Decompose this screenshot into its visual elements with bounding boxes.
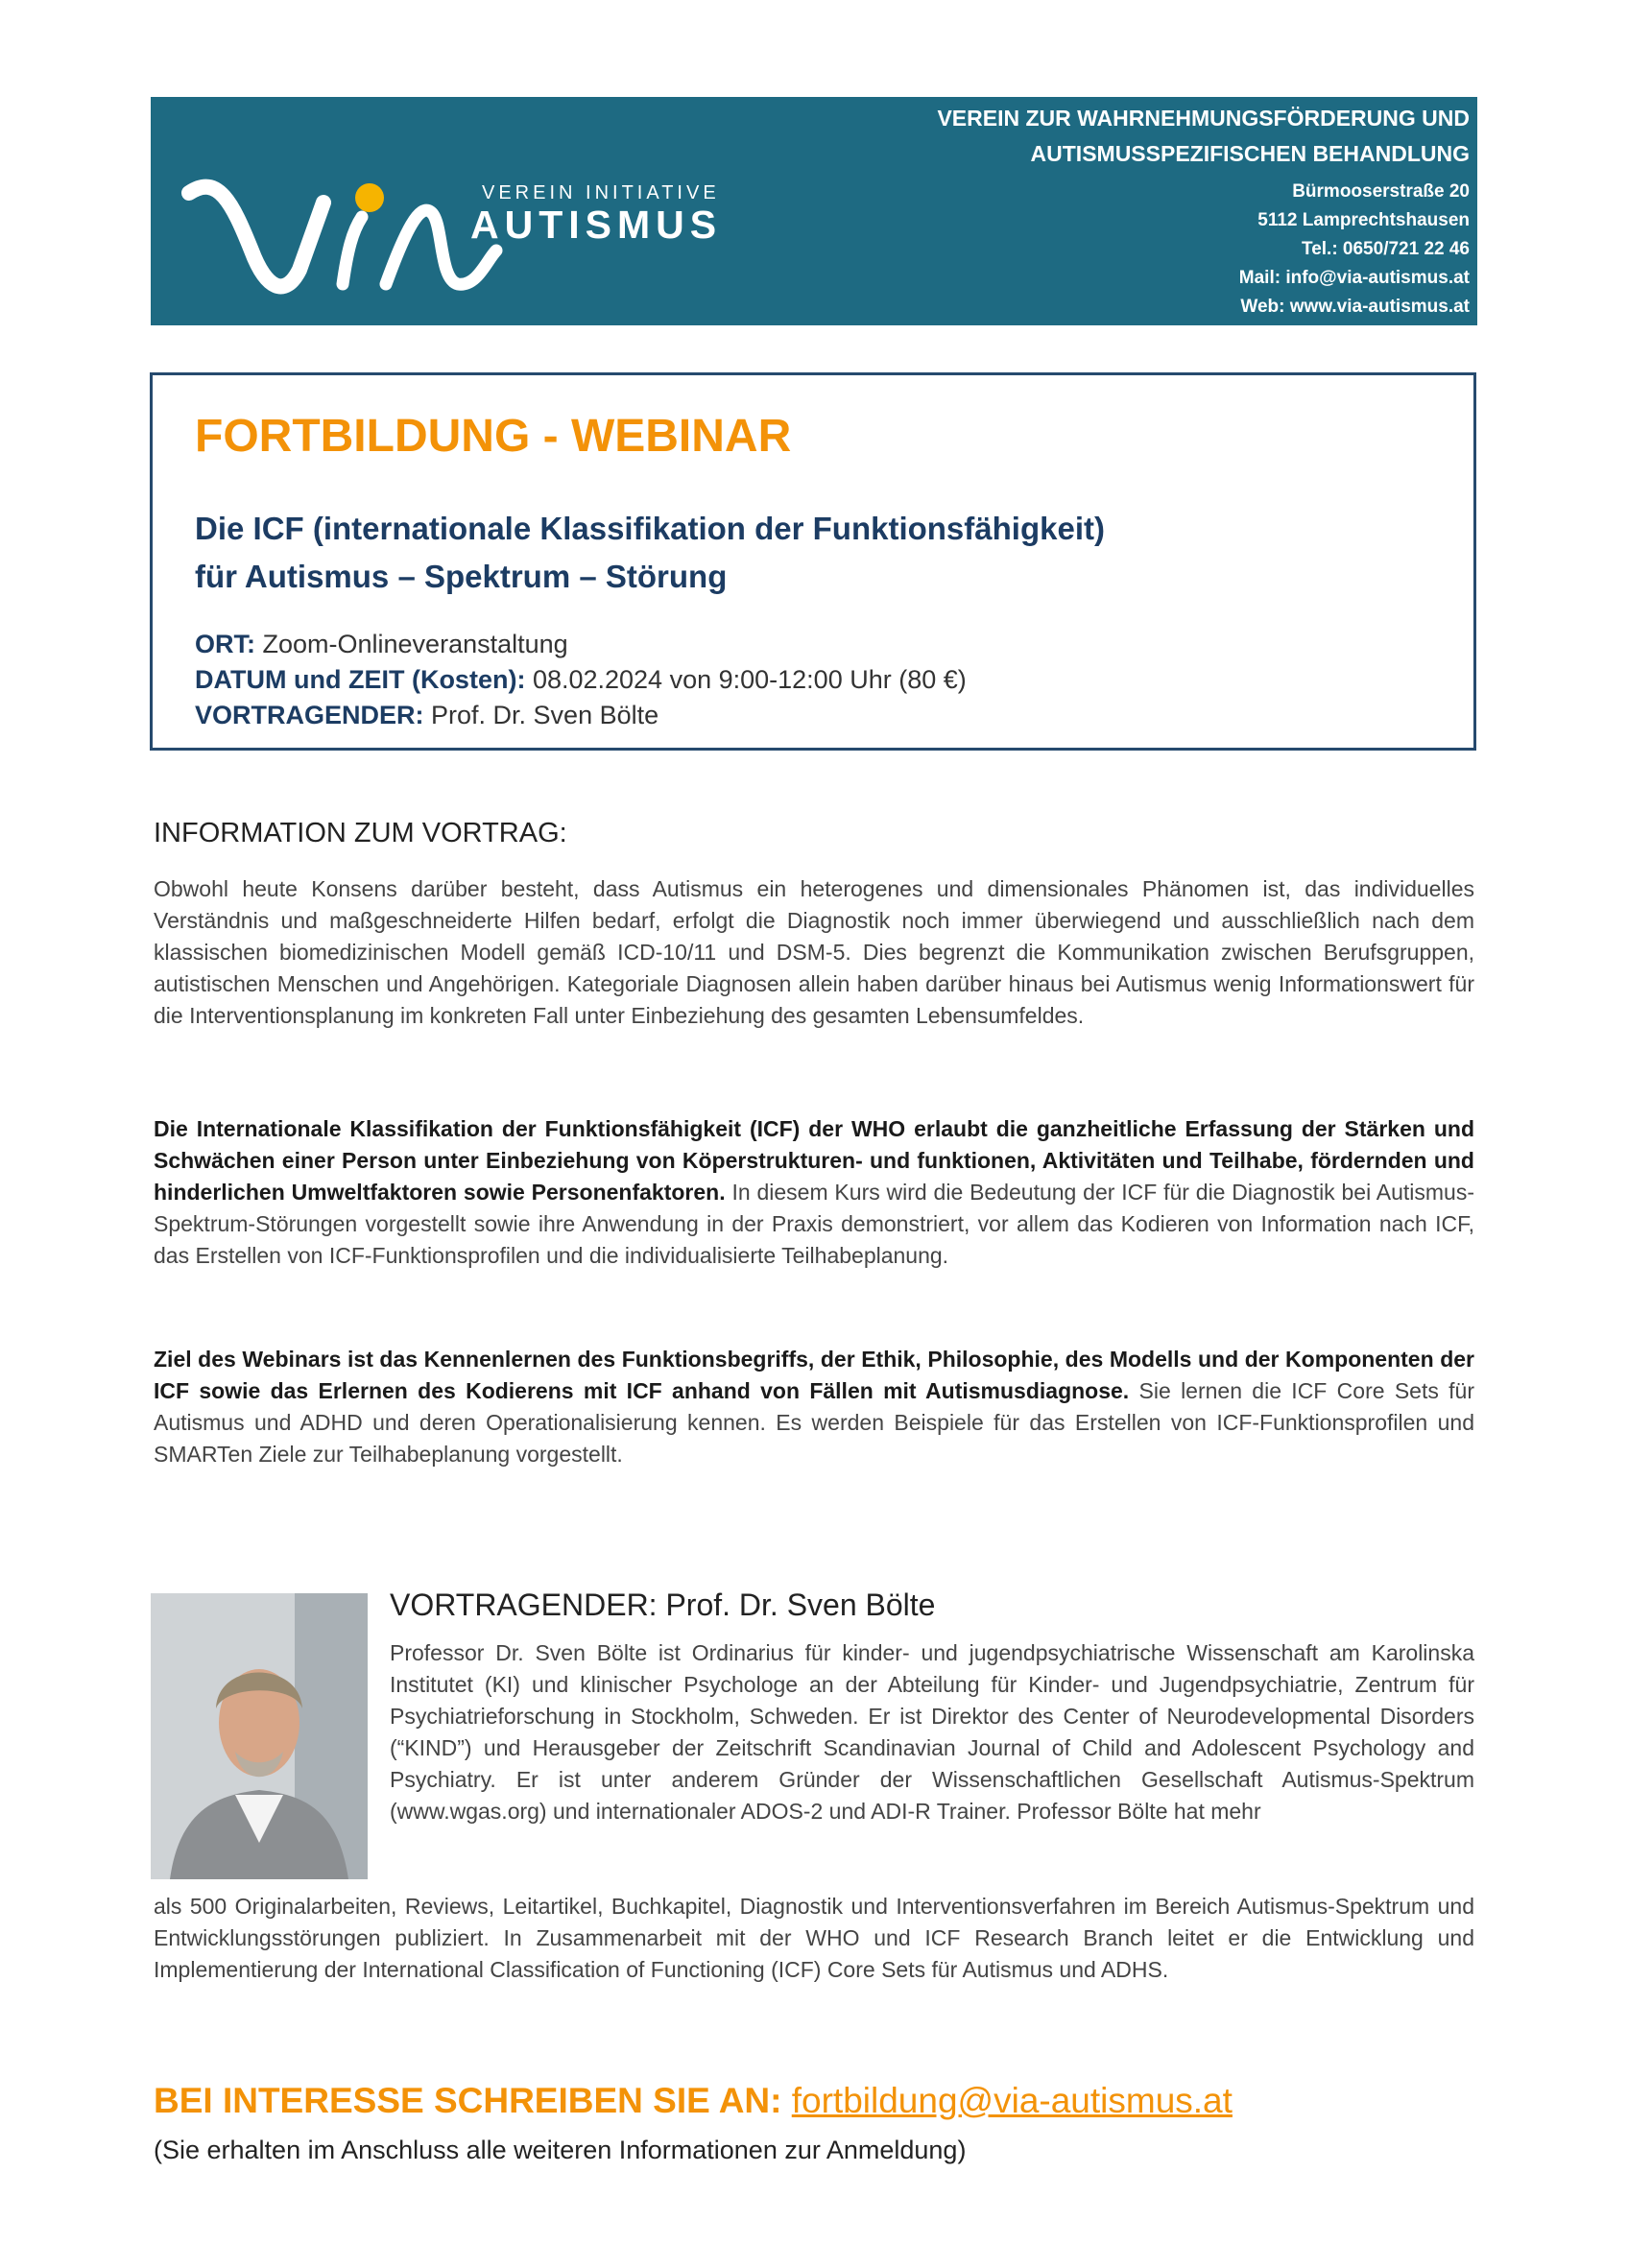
info-p3-bold: Ziel des Webinars ist das Kennenlernen des Funktionsbegriffs, der Ethik, Philosophie, des Modells und der Komponenten der ICF sowie das Erlernen des Kodierens mit ICF anhand von Fällen mit Autismusdiagnose. <box>154 1347 1474 1403</box>
vortragender-label: VORTRAGENDER: <box>195 701 424 729</box>
speaker-photo <box>151 1593 368 1879</box>
event-topic <box>195 505 1105 601</box>
datum-label: DATUM und ZEIT (Kosten): <box>195 665 526 694</box>
info-paragraph-1: Obwohl heute Konsens darüber besteht, dass Autismus ein heterogenes und dimensionales Phänomen ist, das individuelles Verständnis und maßgeschneiderte Hilfen bedarf, erfolgt die Diagnostik noch immer überwiegend und ausschließlich nach dem klassischen biomedizinischen Modell gemäß ICD-10/11 und DSM-5. Dies begrenzt die Kommunikation zwischen Berufsgruppen, autistischen Menschen und Angehörigen. Kategoriale Diagnosen allein haben darüber hinaus bei Autismus wenig Informationswert für die Interventionsplanung im konkreten Fall unter Einbeziehung des gesamten Lebensumfeldes. <box>154 876 1474 1028</box>
cta-label: BEI INTERESSE SCHREIBEN SIE AN: <box>154 2081 792 2120</box>
ort-value: Zoom-Onlineveranstaltung <box>255 630 568 658</box>
speaker-portrait-icon <box>151 1593 368 1879</box>
web[interactable]: Web: www.via-autismus.at <box>1240 297 1470 317</box>
city: 5112 Lamprechtshausen <box>1257 210 1470 230</box>
info-paragraph-3 <box>154 1344 1474 1470</box>
datum-row <box>195 662 967 698</box>
logo-dot-icon <box>355 183 384 212</box>
org-name <box>937 101 1470 172</box>
org-name-line1: VEREIN ZUR WAHRNEHMUNGSFÖRDERUNG UND <box>937 106 1470 131</box>
info-p2-rest: In diesem Kurs wird die Bedeutung der ICF für die Diagnostik bei Autismus-Spektrum-Störungen vorgestellt sowie ihre Anwendung in der Praxis demonstriert, vor allem das Kodieren von Information nach ICF, das Erstellen von ICF-Funktionsprofilen und die individualisierte Teilhabeplanung. <box>154 1180 1474 1268</box>
cta-note: (Sie erhalten im Anschluss alle weiteren Informationen zur Anmeldung) <box>154 2136 967 2164</box>
vortragender-value: Prof. Dr. Sven Bölte <box>423 701 659 729</box>
ort-row <box>195 627 967 662</box>
contact-block <box>1239 178 1470 322</box>
topic-line1: Die ICF (internationale Klassifikation der Funktionsfähigkeit) <box>195 511 1105 546</box>
org-name-line2: AUTISMUSSPEZIFISCHEN BEHANDLUNG <box>1030 141 1470 166</box>
event-box <box>150 372 1476 751</box>
info-p2-bold: Die Internationale Klassifikation der Funktionsfähigkeit (ICF) der WHO erlaubt die ganzheitliche Erfassung der Stärken und Schwächen einer Person unter Einbeziehung von Köperstrukturen- und funktionen, Aktivitäten und Teilhabe, fördernden und hinderlichen Umweltfaktoren sowie Personenfaktoren. <box>154 1116 1474 1205</box>
logo-title: AUTISMUS <box>470 203 723 247</box>
datum-value: 08.02.2024 von 9:00-12:00 Uhr (80 €) <box>525 665 967 694</box>
cta-line <box>154 2081 1233 2121</box>
speaker-bio-part2: als 500 Originalarbeiten, Reviews, Leitartikel, Buchkapitel, Diagnostik und Interventionsverfahren im Bereich Autismus-Spektrum und Entwicklungsstörungen publiziert. In Zusammenarbeit mit der WHO und ICF Research Branch leitet er die Entwicklung und Implementierung der International Classification of Functioning (ICF) Core Sets für Autismus und ADHS. <box>154 1894 1474 1982</box>
event-title: FORTBILDUNG - WEBINAR <box>195 411 792 462</box>
info-p3-rest: Sie lernen die ICF Core Sets für Autismus und ADHD und deren Operationalisierung kennen. Es werden Beispiele für das Erstellen von ICF-Funktionsprofilen und SMARTen Ziele zur Teilhabeplanung vorgestellt. <box>154 1378 1474 1467</box>
topic-line2: für Autismus – Spektrum – Störung <box>195 559 728 594</box>
info-paragraph-2 <box>154 1113 1474 1272</box>
vortragender-row <box>195 698 967 733</box>
ort-label: ORT: <box>195 630 255 658</box>
speaker-heading: VORTRAGENDER: Prof. Dr. Sven Bölte <box>390 1588 936 1622</box>
event-meta <box>195 627 967 733</box>
cta-email-link[interactable]: fortbildung@via-autismus.at <box>791 2081 1233 2120</box>
address: Bürmooserstraße 20 <box>1292 181 1470 202</box>
speaker-bio-part1: Professor Dr. Sven Bölte ist Ordinarius für kinder- und jugendpsychiatrische Wissenschaft am Karolinska Institutet (KI) und klinischer Psychologe an der Abteilung für Kinder- und Jugendpsychiatrie, Zentrum für Psychiatrieforschung in Stockholm, Schweden. Er ist Direktor des Center of Neurodevelopmental Disorders (“KIND”) und Herausgeber der Zeitschrift Scandinavian Journal of Child and Adolescent Psychology and Psychiatry. Er ist unter anderem Gründer der Wissenschaftlichen Gesellschaft Autismus-Spektrum (www.wgas.org) und internationaler ADOS-2 und ADI-R Trainer. Professor Bölte hat mehr <box>390 1640 1474 1824</box>
letterhead <box>151 97 1477 325</box>
phone: Tel.: 0650/721 22 46 <box>1302 239 1470 259</box>
mail[interactable]: Mail: info@via-autismus.at <box>1238 268 1470 288</box>
logo-subtitle: VEREIN INITIATIVE <box>482 182 720 203</box>
info-heading: INFORMATION ZUM VORTRAG: <box>154 818 567 848</box>
